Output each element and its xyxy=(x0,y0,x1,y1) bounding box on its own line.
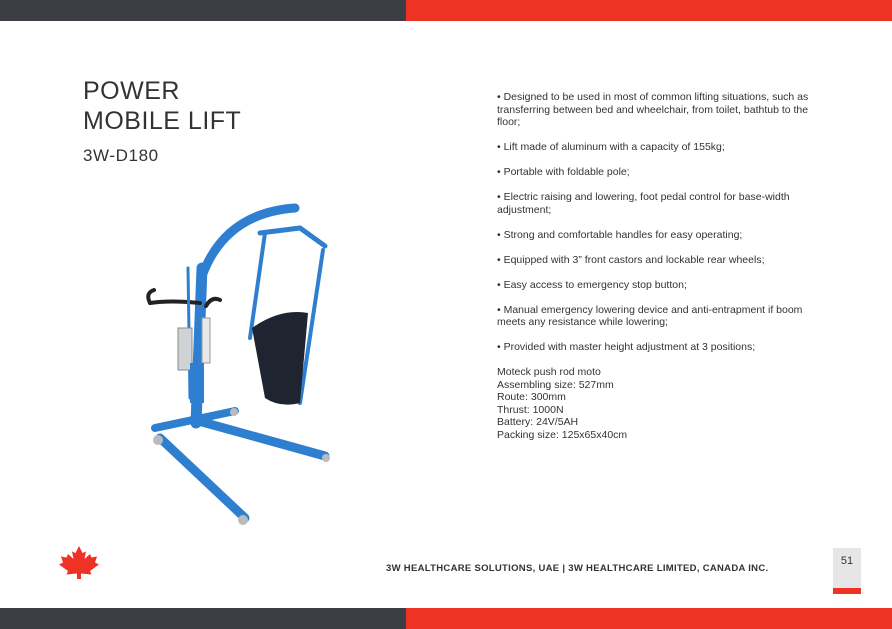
tech-spec-line: Assembling size: 527mm xyxy=(497,378,614,391)
bottom-color-bar xyxy=(0,608,892,629)
feature-item: • Provided with master height adjustment at 3 positions; xyxy=(497,341,822,354)
feature-item: • Electric raising and lowering, foot pedal control for base-width adjustment; xyxy=(497,191,822,216)
title-line-1: POWER xyxy=(83,77,180,105)
product-image xyxy=(140,198,340,533)
specifications xyxy=(497,91,822,441)
feature-item: • Lift made of aluminum with a capacity of 155kg; xyxy=(497,141,822,154)
product-title xyxy=(83,76,323,136)
top-bar-red-segment xyxy=(406,0,892,21)
title-line-2: MOBILE LIFT xyxy=(83,107,242,135)
technical-specs xyxy=(497,366,822,441)
tech-spec-line: Moteck push rod moto xyxy=(497,366,601,378)
maple-leaf-icon xyxy=(53,545,105,580)
feature-item: • Easy access to emergency stop button; xyxy=(497,279,822,292)
bottom-bar-red-segment xyxy=(406,608,892,629)
page-number: 51 xyxy=(840,555,854,567)
product-model: 3W-D180 xyxy=(83,146,159,165)
feature-item: • Manual emergency lowering device and anti-entrapment if boom meets any resistance while lowering; xyxy=(497,304,822,329)
bottom-bar-dark-segment xyxy=(0,608,406,629)
feature-list xyxy=(497,91,822,354)
feature-item: • Portable with foldable pole; xyxy=(497,166,822,179)
feature-item: • Equipped with 3” front castors and lockable rear wheels; xyxy=(497,254,822,267)
top-bar-dark-segment xyxy=(0,0,406,21)
page-number-accent xyxy=(833,588,861,594)
tech-spec-line: Thrust: 1000N xyxy=(497,403,564,416)
page-number-box xyxy=(833,548,861,594)
footer-company-text: 3W HEALTHCARE SOLUTIONS, UAE | 3W HEALTHCARE LIMITED, CANADA INC. xyxy=(386,563,769,574)
tech-spec-line: Route: 300mm xyxy=(497,391,566,403)
tech-spec-line: Battery: 24V/5AH xyxy=(497,416,579,428)
feature-item: • Strong and comfortable handles for easy operating; xyxy=(497,229,822,242)
top-color-bar xyxy=(0,0,892,21)
feature-item: • Designed to be used in most of common lifting situations, such as transferring between bed and wheelchair, from toilet, bathtub to the floor; xyxy=(497,91,822,129)
tech-spec-line: Packing size: 125x65x40cm xyxy=(497,428,628,441)
